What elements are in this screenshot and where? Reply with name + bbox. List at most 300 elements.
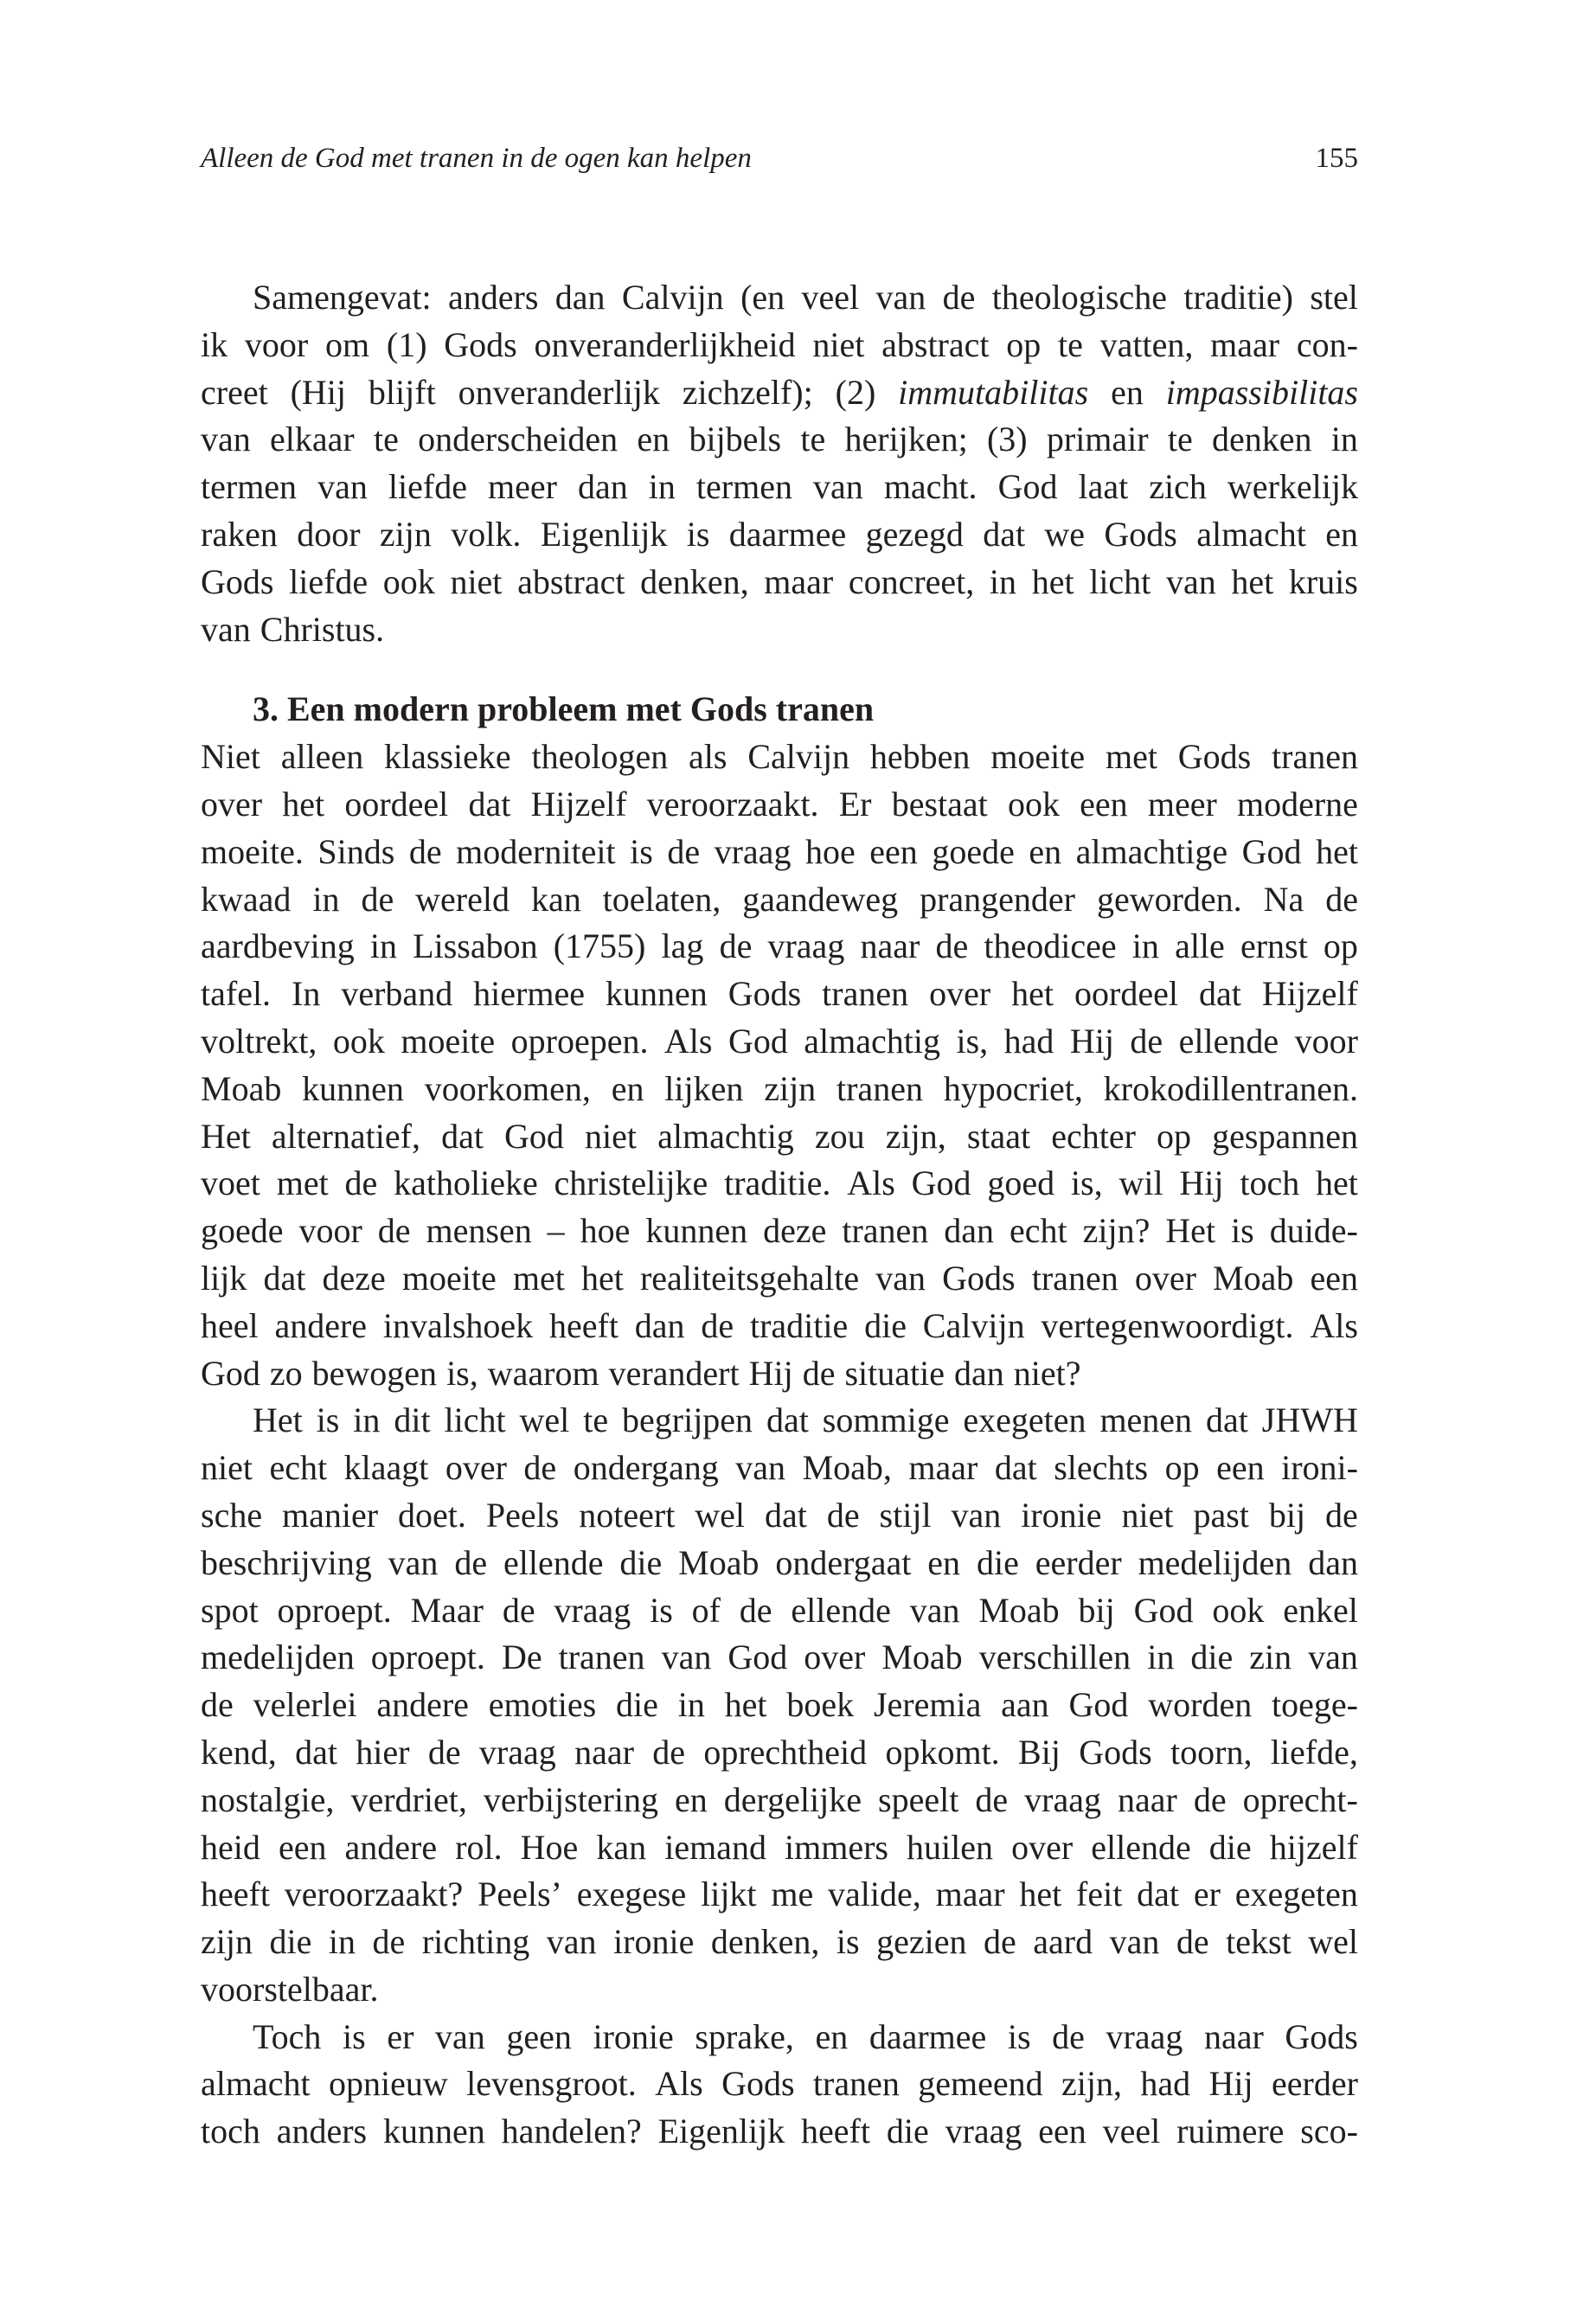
word: voor xyxy=(1294,1021,1358,1061)
word: het xyxy=(724,1685,767,1725)
word: dat xyxy=(994,1448,1037,1488)
word: alle xyxy=(1175,926,1225,966)
text-line xyxy=(201,416,1358,464)
word: christelijke xyxy=(554,1163,708,1203)
word: beschrijving xyxy=(201,1542,372,1582)
word: denken, xyxy=(640,561,749,601)
word: veel xyxy=(1102,2112,1161,2151)
word: dat xyxy=(1205,1400,1248,1440)
word: kunnen xyxy=(605,974,708,1014)
running-title: Alleen de God met tranen in de ogen kan helpen xyxy=(201,143,752,174)
word: God xyxy=(1068,1685,1129,1725)
word: oprechtheid xyxy=(703,1732,868,1772)
word: we xyxy=(1044,514,1086,554)
word: is xyxy=(650,1590,673,1630)
word: tafel. xyxy=(201,974,272,1014)
word: er xyxy=(387,2016,414,2056)
word: als xyxy=(689,737,727,777)
text-line xyxy=(201,829,1358,876)
word: iemand xyxy=(664,1827,766,1867)
text-line xyxy=(201,1350,1358,1398)
word: Moab xyxy=(881,1638,963,1677)
word: handelen? xyxy=(501,2112,642,2151)
word: met xyxy=(512,1258,565,1298)
word: aan xyxy=(1001,1685,1049,1725)
word: naar xyxy=(574,1732,634,1772)
text-line xyxy=(201,1919,1358,1966)
text-line xyxy=(201,2014,1358,2061)
word: goede xyxy=(201,1211,284,1251)
word: almacht xyxy=(1196,514,1306,554)
word: gaandeweg xyxy=(742,879,899,919)
word: bijbels xyxy=(689,420,782,459)
word: oordeel xyxy=(1074,974,1178,1014)
word: termen xyxy=(201,467,298,507)
word: op xyxy=(1006,324,1042,364)
word: laat xyxy=(1078,467,1129,507)
word: dan xyxy=(554,278,606,317)
word: toorn, xyxy=(1170,1732,1253,1772)
word: de xyxy=(201,1685,234,1725)
word: lijkt xyxy=(701,1875,757,1914)
word: in xyxy=(677,1685,705,1725)
word: een xyxy=(869,831,918,871)
word: Gods xyxy=(721,2064,795,2104)
word: kend, xyxy=(201,1732,277,1772)
word: met xyxy=(276,1163,329,1203)
text-line xyxy=(201,2108,1358,2156)
word: kan xyxy=(530,879,581,919)
word: toch xyxy=(1240,1163,1300,1203)
word: is, xyxy=(956,1021,989,1061)
word: In xyxy=(292,974,321,1014)
word: van xyxy=(875,278,926,317)
word: herijken; xyxy=(844,420,968,459)
text-line xyxy=(201,1255,1358,1303)
word: hier xyxy=(356,1732,410,1772)
word: Moab xyxy=(978,1590,1060,1630)
word: zijn xyxy=(764,1068,817,1108)
word: worden xyxy=(1148,1685,1253,1725)
word: heel xyxy=(201,1305,259,1345)
word: Hijzelf xyxy=(1261,974,1358,1014)
word: God xyxy=(727,1021,788,1061)
word: enkel xyxy=(1283,1590,1358,1630)
word: creet xyxy=(201,372,268,412)
word: Moab xyxy=(678,1542,760,1582)
word: onderscheiden xyxy=(418,420,619,459)
word: de xyxy=(935,926,969,966)
word: dat xyxy=(295,1732,337,1772)
word: kwaad xyxy=(201,879,292,919)
word: dan xyxy=(577,467,628,507)
word: Hij xyxy=(1208,2064,1253,2104)
word: op xyxy=(1164,1448,1200,1488)
word: tranen xyxy=(842,1211,929,1251)
word: het xyxy=(1231,561,1274,601)
word: liefde xyxy=(388,467,467,507)
word: de xyxy=(408,831,442,871)
word: moeite xyxy=(401,1258,497,1298)
word: in xyxy=(1330,420,1358,459)
word: slechts xyxy=(1054,1448,1149,1488)
word: moeite. xyxy=(201,831,304,871)
word: kan xyxy=(596,1827,647,1867)
word: Moab xyxy=(201,1068,282,1108)
word: hypocriet, xyxy=(943,1068,1083,1108)
word: niet xyxy=(201,1448,253,1488)
word: het xyxy=(1316,831,1358,871)
word: naar xyxy=(1117,1779,1177,1819)
word: verschillen xyxy=(978,1638,1131,1677)
word: licht xyxy=(444,1400,506,1440)
word: waarom xyxy=(487,1353,599,1393)
word: Sinds xyxy=(317,831,395,871)
word: vraag xyxy=(945,2112,1022,2151)
word: deze xyxy=(322,1258,386,1298)
word: is xyxy=(686,514,710,554)
word: veroorzaakt? xyxy=(284,1875,464,1914)
word: de xyxy=(1325,879,1358,919)
word: de xyxy=(502,1590,535,1630)
section-heading: 3. Een modern probleem met Gods tranen xyxy=(253,689,875,729)
word: en xyxy=(637,420,670,459)
word: verbijstering xyxy=(483,1779,658,1819)
word: deze xyxy=(763,1211,827,1251)
word: Moab xyxy=(1213,1258,1294,1298)
word: te xyxy=(1058,324,1083,364)
word: de xyxy=(802,1353,836,1393)
word: veroorzaakt. xyxy=(646,784,819,824)
word: er xyxy=(1193,1875,1221,1914)
word: een xyxy=(1080,784,1128,824)
word: feit xyxy=(1076,1875,1123,1914)
word: Bij xyxy=(1018,1732,1061,1772)
word: Het xyxy=(1165,1211,1216,1251)
word: primair xyxy=(1046,420,1149,459)
word: God xyxy=(1241,831,1302,871)
word: God xyxy=(911,1163,971,1203)
word: dat xyxy=(263,1258,306,1298)
word: klassieke xyxy=(384,737,511,777)
word: niet xyxy=(1121,1495,1174,1535)
word: speelt xyxy=(878,1779,959,1819)
word: klaagt xyxy=(343,1448,429,1488)
word: Calvijn xyxy=(621,278,724,317)
word: ruimere xyxy=(1176,2112,1285,2151)
word: tranen xyxy=(836,1068,923,1108)
page-number: 155 xyxy=(1315,143,1358,174)
word: die xyxy=(886,2112,929,2151)
word: in xyxy=(989,561,1017,601)
word: en xyxy=(1325,514,1358,554)
word: de xyxy=(361,879,394,919)
word: hijzelf xyxy=(1269,1827,1358,1867)
word: verandert xyxy=(608,1353,740,1393)
word: theodicee xyxy=(984,926,1117,966)
word: dit xyxy=(394,1400,431,1440)
word: vatten, xyxy=(1099,324,1194,364)
word: duide- xyxy=(1269,1211,1358,1251)
text-line xyxy=(201,274,1358,322)
word: almacht xyxy=(201,2064,311,2104)
word: dat xyxy=(983,514,1026,554)
word: eerder xyxy=(1035,1542,1122,1582)
word: volk. xyxy=(451,514,522,554)
word: Na xyxy=(1263,879,1304,919)
word: almachtig xyxy=(804,1021,941,1061)
word: te xyxy=(374,420,399,459)
paragraph-p2 xyxy=(201,734,1358,1397)
word: zijn xyxy=(201,1922,253,1962)
word: de xyxy=(652,1732,685,1772)
word: ook xyxy=(332,1021,385,1061)
word: Als xyxy=(847,1163,895,1203)
word: begrijpen xyxy=(622,1400,753,1440)
word: impassibilitas xyxy=(1165,372,1358,412)
word: voet xyxy=(201,1163,260,1203)
word: gezegd xyxy=(865,514,964,554)
word: raken xyxy=(201,514,278,554)
word: Er xyxy=(838,784,872,824)
word: het xyxy=(1011,974,1054,1014)
word: sco- xyxy=(1300,2112,1358,2151)
paragraph-p3 xyxy=(201,1397,1358,2013)
word: lijk xyxy=(201,1258,247,1298)
word: de xyxy=(377,1211,411,1251)
word: Gods xyxy=(1177,737,1252,777)
word: die xyxy=(269,1922,312,1962)
word: dat xyxy=(766,1400,809,1440)
word: op xyxy=(1157,1116,1192,1156)
text-line xyxy=(201,464,1358,511)
word: Hoe xyxy=(520,1827,579,1867)
word: eerder xyxy=(1271,2064,1358,2104)
word: tranen xyxy=(558,1638,645,1677)
word: bewogen xyxy=(311,1353,438,1393)
word: is xyxy=(1007,2016,1031,2056)
word: echt xyxy=(1010,1211,1067,1251)
word: ook xyxy=(382,561,435,601)
word: of xyxy=(691,1590,721,1630)
word: over xyxy=(929,974,991,1014)
word: sommige xyxy=(822,1400,950,1440)
word: ironie xyxy=(593,2016,674,2056)
word: ellende xyxy=(1178,1021,1279,1061)
word: past xyxy=(1193,1495,1249,1535)
word: dergelijke xyxy=(723,1779,862,1819)
word: de xyxy=(523,1448,557,1488)
word: gezien xyxy=(876,1922,967,1962)
word: valide, xyxy=(828,1875,921,1914)
text-line xyxy=(201,1208,1358,1255)
word: is, xyxy=(446,1353,478,1393)
word: rol. xyxy=(455,1827,503,1867)
word: echt xyxy=(269,1448,328,1488)
text-line xyxy=(201,781,1358,829)
word: alternatief, xyxy=(271,1116,420,1156)
word: is xyxy=(836,1922,860,1962)
word: van xyxy=(1109,1922,1160,1962)
word: ellende xyxy=(1091,1827,1191,1867)
word: theologen xyxy=(531,737,669,777)
word: geworden. xyxy=(1096,879,1242,919)
word: het xyxy=(1031,561,1074,601)
word: God xyxy=(997,467,1058,507)
word: macht. xyxy=(883,467,977,507)
text-line xyxy=(201,322,1358,369)
word: Calvijn xyxy=(922,1305,1025,1345)
word: te xyxy=(583,1400,609,1440)
word: over xyxy=(1011,1827,1074,1867)
word: termen xyxy=(695,467,792,507)
word: oproept. xyxy=(277,1590,392,1630)
word: toch xyxy=(201,2112,260,2151)
word: bij xyxy=(1268,1495,1306,1535)
word: de xyxy=(427,1732,461,1772)
word: boek xyxy=(786,1685,855,1725)
word: Het xyxy=(253,1400,303,1440)
word: de xyxy=(826,1495,860,1535)
word: ondergang xyxy=(573,1448,719,1488)
word: en xyxy=(675,1779,708,1819)
word: wel xyxy=(1308,1922,1358,1962)
word: in xyxy=(648,467,676,507)
text-line xyxy=(201,1303,1358,1350)
word: de xyxy=(1130,1021,1163,1061)
word: aard xyxy=(1033,1922,1093,1962)
word: con- xyxy=(1296,324,1358,364)
text-line xyxy=(201,2061,1358,2108)
word: van xyxy=(661,1638,712,1677)
word: voorkomen, xyxy=(424,1068,591,1108)
word: die xyxy=(1190,1638,1234,1677)
word: vraag xyxy=(714,831,792,871)
word: lijken xyxy=(664,1068,744,1108)
text-line xyxy=(201,1018,1358,1066)
word: kunnen xyxy=(645,1211,748,1251)
word: mensen xyxy=(426,1211,532,1251)
word: opkomt. xyxy=(885,1732,1000,1772)
word: ondergaat xyxy=(775,1542,912,1582)
word: Christus. xyxy=(260,609,385,649)
word: wel xyxy=(519,1400,570,1440)
text-line xyxy=(201,511,1358,559)
word: Lissabon xyxy=(413,926,538,966)
word: onveranderlijk xyxy=(458,372,660,412)
word: die xyxy=(1208,1827,1252,1867)
word: de xyxy=(667,831,701,871)
word: alleen xyxy=(280,737,364,777)
word: Gods xyxy=(201,561,274,601)
word: niet xyxy=(585,1116,637,1156)
word: over xyxy=(201,784,263,824)
word: maar xyxy=(908,1448,978,1488)
text-line xyxy=(201,923,1358,971)
word: van xyxy=(875,1258,926,1298)
word: sche xyxy=(201,1495,263,1535)
word: exegese xyxy=(576,1875,687,1914)
word: tranen xyxy=(1031,1258,1118,1298)
text-line xyxy=(201,1445,1358,1492)
word: voor xyxy=(298,1211,362,1251)
word: wereld xyxy=(415,879,510,919)
word: hoe xyxy=(580,1211,631,1251)
word: staat xyxy=(966,1116,1031,1156)
word: maar xyxy=(764,561,834,601)
word: had xyxy=(1140,2064,1191,2104)
text-line xyxy=(201,1634,1358,1682)
word: zich xyxy=(1149,467,1207,507)
word: dat xyxy=(1137,1875,1180,1914)
word: dan xyxy=(634,1305,685,1345)
word: anders xyxy=(447,278,539,317)
word: naar xyxy=(860,926,920,966)
word: doet. xyxy=(398,1495,466,1535)
word: noteert xyxy=(579,1495,676,1535)
word: tranen xyxy=(822,974,909,1014)
word: het xyxy=(282,784,325,824)
word: in xyxy=(353,1400,381,1440)
word: JHWH xyxy=(1261,1400,1358,1440)
word: andere xyxy=(344,1827,438,1867)
word: maar xyxy=(1210,324,1280,364)
word: denken, xyxy=(710,1922,820,1962)
word: met xyxy=(1105,737,1157,777)
word: bij xyxy=(1078,1590,1115,1630)
word: zijn, xyxy=(885,1116,946,1156)
word: voor xyxy=(244,324,309,364)
word: anders xyxy=(276,2112,368,2151)
word: sprake, xyxy=(695,2016,794,2056)
word: de xyxy=(372,1922,406,1962)
word: liefde, xyxy=(1270,1732,1358,1772)
word: Hij xyxy=(1179,1163,1224,1203)
word: andere xyxy=(274,1305,368,1345)
word: moderniteit xyxy=(456,831,616,871)
word: ironi- xyxy=(1281,1448,1358,1488)
word: Peels’ xyxy=(478,1875,562,1914)
word: zijn, xyxy=(1061,2064,1122,2104)
word: en xyxy=(1029,831,1062,871)
word: de xyxy=(1193,1779,1227,1819)
word: concreet, xyxy=(848,561,975,601)
word: tranen xyxy=(1272,737,1358,777)
word: Calvijn xyxy=(747,737,850,777)
word: werkelijk xyxy=(1227,467,1358,507)
word: het xyxy=(580,1258,624,1298)
word: wel xyxy=(695,1495,746,1535)
word: opnieuw xyxy=(328,2064,448,2104)
word: hebben xyxy=(869,737,971,777)
word: voorstelbaar. xyxy=(201,1969,379,2009)
word: aardbeving xyxy=(201,926,355,966)
word: in xyxy=(1147,1638,1175,1677)
word: daarmee xyxy=(869,2016,987,2056)
word: ellende xyxy=(791,1590,891,1630)
word: niet? xyxy=(1013,1353,1081,1393)
word: spot xyxy=(201,1590,259,1630)
word: in xyxy=(328,1922,356,1962)
word: oproept. xyxy=(370,1638,485,1677)
word: had xyxy=(1003,1021,1054,1061)
word: realiteitsgehalte xyxy=(639,1258,860,1298)
text-line xyxy=(201,1540,1358,1587)
word: de xyxy=(1176,1922,1209,1962)
word: heeft xyxy=(201,1875,270,1914)
word: exegeten xyxy=(963,1400,1086,1440)
word: stijl xyxy=(879,1495,932,1535)
